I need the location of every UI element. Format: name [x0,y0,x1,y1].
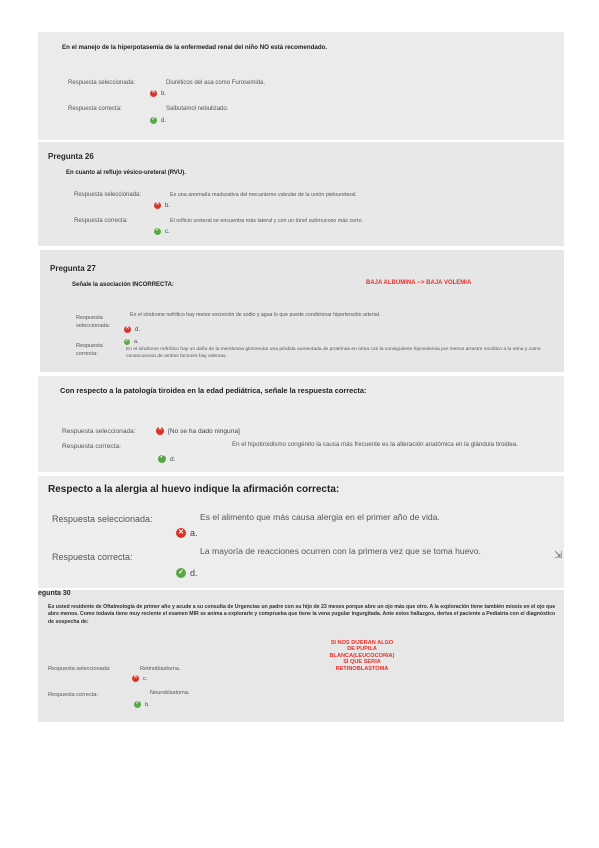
question-statement: Respecto a la alergia al huevo indique la afirmación correcta: [48,484,340,495]
correct-label-line-1: Respuesta [76,343,103,349]
correct-answer-mark [158,455,176,463]
correct-answer-mark [124,339,139,345]
selected-answer-label: Respuesta seleccionada: [74,192,142,198]
correct-answer-text: Salbutamol nebulizado. [166,106,229,112]
question-statement: En cuanto al reflujo vésico-ureteral (RVU). [66,170,186,176]
correct-answer-label: Respuesta correcta: [68,106,122,112]
check-icon: ✓ [158,455,166,463]
correct-answer-label: Respuesta correcta: [62,443,122,450]
selected-answer-mark [150,90,166,97]
note-line: SI NOS DIJERAN ALGO [330,640,394,646]
note-line: DE PUPILA [347,646,377,653]
question-28-panel [38,376,564,472]
question-statement: Señale la asociación INCORRECTA: [72,282,174,288]
correct-label-line-2: correcta: [76,351,98,358]
selected-letter: c. [143,675,148,682]
question-25-panel [38,32,564,140]
selected-label-line-2: seleccionada: [76,323,111,330]
question-26-panel [38,142,564,246]
correct-answer-mark [154,228,170,235]
selected-letter: a. [190,528,198,538]
selected-answer-label [76,314,110,331]
selected-answer-mark [156,427,240,435]
check-icon: ✓ [176,568,186,578]
question-27-panel [40,250,564,372]
question-statement: Es usted residente de Oftalmología de primer año y acude a su consulta de Urgencias un padre con su hijo de 23 meses porque abre un ojo más que otro. A la exploración tiene también miosis en el ojo que abre menos. Como todavía tiene muy reciente el examen MIR se anima a explorarle y comprueba que tiene la vena yugular ingurgitada. Ante estos hallazgos, deriva el paciente a Pediatría con el diagnóstico de sospecha de: [48,604,556,625]
note-line: RETINOBLASTOMA [335,665,389,672]
question-statement: Con respecto a la patología tiroidea en la edad pediátrica, señale la respuesta correcta: [60,386,367,395]
wrong-icon: ✕ [176,528,186,538]
correct-answer-mark [150,117,166,124]
correct-letter: b. [145,701,150,708]
selected-answer-text: Es el alimento que más causa alergia en el primer año de vida. [200,512,440,522]
correct-letter: d. [170,455,176,463]
note-line: BLANCA(LEUCOCORIA) [329,652,395,659]
wrong-icon: ✕ [125,325,130,331]
note-line: SI QUE SERIA [343,659,381,666]
wrong-icon: ✕ [156,427,164,435]
correct-answer-label: Respuesta correcta: [74,218,128,224]
correct-letter: d. [190,568,198,578]
handwritten-note [306,640,418,672]
selected-answer-mark [132,675,147,682]
check-icon: ✓ [135,700,140,706]
selected-answer-mark [176,528,198,538]
correct-answer-text: Neuroblastoma. [150,690,190,696]
selected-letter: b. [161,90,167,97]
question-heading: Pregunta 27 [50,264,96,273]
selected-answer-label: Respuesta seleccionada: [52,514,153,524]
selected-answer-mark [154,202,170,209]
selected-answer-text: Es una anomalía madurativa del mecanismo valvular de la unión pieloureteral. [170,192,357,198]
correct-letter: c. [165,228,170,235]
correct-letter: d. [161,117,167,124]
selected-label-line-1: Respuesta [76,315,103,321]
correct-answer-text: En el síndrome nefrótico hay un daño de la membrana glomerular una pérdida aumentada de proteínas en orina con la consiguiente hipovolemia por menos arrastre oncótico a la orina y como consecuencia de ambos factores hay edemas. [126,347,541,360]
selected-answer-text: En el síndrome nefrítico hay menor excreción de sodio y agua lo que puede condicionar hipertensión arterial. [130,312,381,318]
question-heading: Pregunta 26 [48,152,94,161]
question-statement: En el manejo de la hiperpotasemia de la enfermedad renal del niño NO está recomendado. [62,44,328,51]
correct-answer-text: En el hipotiroidismo congénito la causa más frecuente es la alteración anatómica en la glándula tiroidea. [232,441,518,448]
selected-answer-text: Retinoblastoma. [140,666,181,672]
selected-answer-text: Diuréticos del asa como Furosemida. [166,80,266,86]
check-icon: ✓ [125,338,129,343]
question-29-panel [38,476,564,588]
selected-answer-mark [124,326,140,333]
correct-answer-label: Respuesta correcta: [48,692,99,698]
correct-answer-mark [134,701,150,708]
selected-letter: b. [165,202,171,209]
selected-letter: d. [135,326,141,333]
correct-answer-text: El orificio ureteral se encuentra más lateral y con un túnel submucoso más corto. [170,218,363,224]
question-heading: egunta 30 [38,590,71,597]
selected-answer-label: Respuesta seleccionada: [62,428,136,435]
wrong-icon: ✕ [155,201,160,207]
check-icon: ✓ [155,227,160,233]
correct-letter: a. [134,339,139,345]
mouse-cursor-icon: ⇲ [554,550,563,561]
wrong-icon: ✕ [151,89,156,95]
selected-answer-label: Respuesta seleccionada: [48,666,111,672]
wrong-icon: ✕ [133,674,138,680]
selected-answer-label: Respuesta seleccionada: [68,80,136,86]
correct-answer-text: La mayoría de reacciones ocurren con la primera vez que se toma huevo. [200,546,481,556]
correct-answer-label: Respuesta correcta: [52,552,133,562]
question-30-panel [38,590,564,722]
selected-answer-text: [No se ha dado ninguna] [168,427,240,435]
correct-answer-label [76,342,103,359]
correct-answer-mark [176,568,198,578]
handwritten-note: BAJA ALBUMINA --> BAJA VOLEMIA [366,280,472,286]
check-icon: ✓ [151,116,156,122]
